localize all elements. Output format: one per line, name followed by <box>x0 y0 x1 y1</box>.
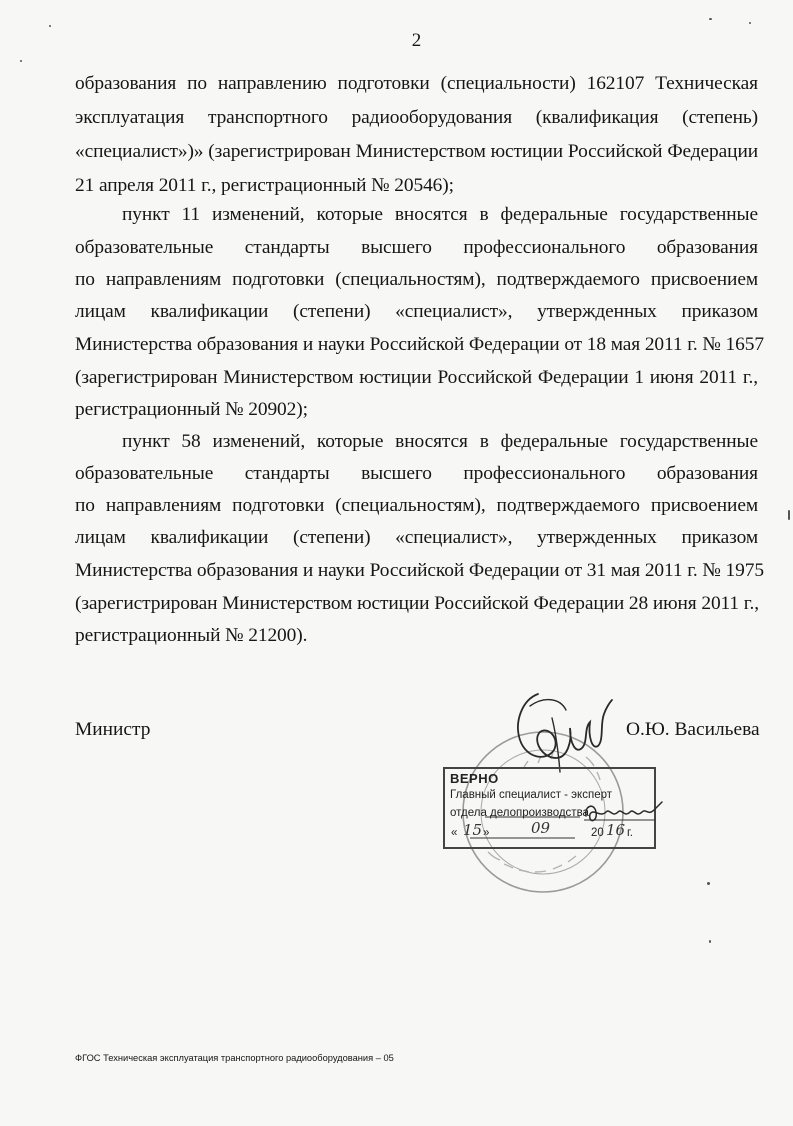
date-close-quote: » <box>483 827 490 839</box>
scan-speck <box>20 60 22 62</box>
scan-speck <box>709 18 712 20</box>
date-year-prefix: 20 <box>591 827 604 839</box>
body-line: образовательные стандарты высшего профессионального образования <box>75 237 758 258</box>
body-line: лицам квалификации (степени) «специалист», утвержденных приказом <box>75 301 758 322</box>
body-line: (зарегистрирован Министерством юстиции Российской Федерации 28 июня 2011 г., <box>75 593 759 614</box>
body-line: пункт 58 изменений, которые вносятся в федеральные государственные <box>122 431 758 452</box>
signatory-title: Министр <box>75 719 151 740</box>
page-number: 2 <box>411 30 422 51</box>
body-line: образовательные стандарты высшего профессионального образования <box>75 463 758 484</box>
scan-speck <box>49 25 51 27</box>
date-month: 09 <box>531 819 551 837</box>
body-line: регистрационный № 20902); <box>75 399 308 420</box>
signatory-name: О.Ю. Васильева <box>626 719 760 740</box>
scan-speck <box>749 22 751 24</box>
stamp-department-line: отдела делопроизводства <box>450 807 589 819</box>
date-day: 15 <box>463 821 483 839</box>
body-line: «специалист»)» (зарегистрирован Министерством юстиции Российской Федерации <box>75 141 758 162</box>
body-line: Министерства образования и науки Российской Федерации от 18 мая 2011 г. № 1657 <box>75 334 764 355</box>
scan-speck <box>709 940 711 943</box>
body-line: регистрационный № 21200). <box>75 625 308 646</box>
document-footer: ФГОС Техническая эксплуатация транспортного радиооборудования – 05 <box>75 1053 394 1063</box>
scan-speck <box>788 510 790 520</box>
date-year-suffix: 16 <box>606 821 626 839</box>
date-year-mark: г. <box>627 827 633 839</box>
body-line: эксплуатация транспортного радиооборудования (квалификация (степень) <box>75 107 758 128</box>
date-open-quote: « <box>451 827 458 839</box>
body-line: (зарегистрирован Министерством юстиции Российской Федерации 1 июня 2011 г., <box>75 367 758 388</box>
body-line: пункт 11 изменений, которые вносятся в федеральные государственные <box>122 204 758 225</box>
verifier-signature <box>580 798 665 828</box>
body-line: Министерства образования и науки Российской Федерации от 31 мая 2011 г. № 1975 <box>75 560 764 581</box>
body-line: по направлениям подготовки (специальностям), подтверждаемого присвоением <box>75 495 758 516</box>
body-line: 21 апреля 2011 г., регистрационный № 20546); <box>75 175 454 196</box>
body-line: по направлениям подготовки (специальностям), подтверждаемого присвоением <box>75 269 758 290</box>
stamp-title: ВЕРНО <box>450 771 499 786</box>
stamp-position-line: Главный специалист - эксперт <box>450 789 612 801</box>
body-line: лицам квалификации (степени) «специалист», утвержденных приказом <box>75 527 758 548</box>
scan-speck <box>707 882 710 885</box>
body-line: образования по направлению подготовки (специальности) 162107 Техническая <box>75 73 758 94</box>
